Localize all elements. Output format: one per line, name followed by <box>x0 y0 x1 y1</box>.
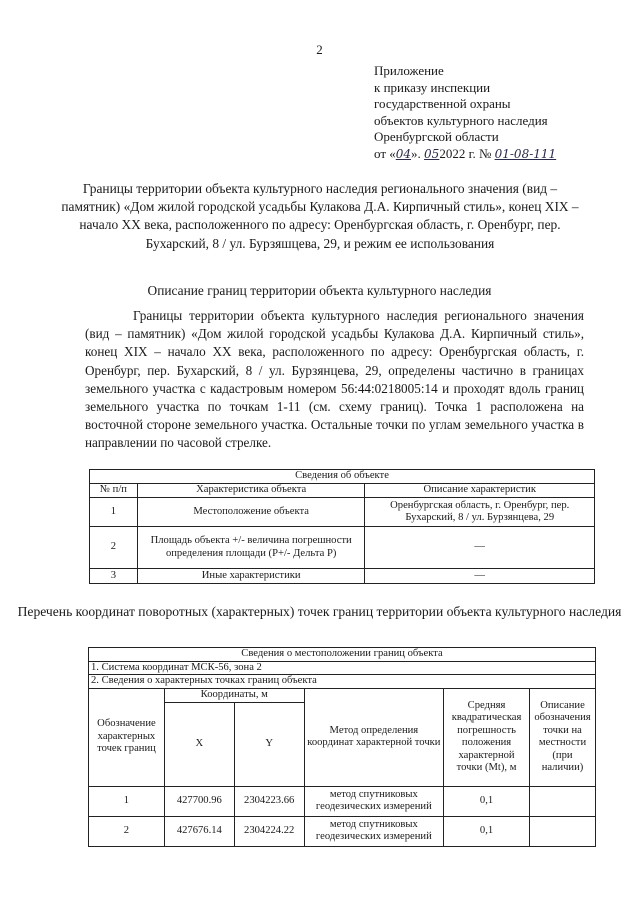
appendix-line: государственной охраны <box>374 96 511 112</box>
coordinates-table <box>88 647 596 847</box>
table-cell: метод спутниковых геодезических измерений <box>304 786 443 816</box>
points-info-header: 2. Сведения о характерных точках границ объекта <box>89 675 596 689</box>
table-cell: 2304224.22 <box>234 816 304 846</box>
document-title: Границы территории объекта культурного наследия регионального значения (вид – памятник) «Дом жилой городской усадьбы Кулакова Д.А. Кирпичный стиль», конец XIX – начало XX века, расположенного по адресу: Оренбургская область, г. Оренбург, пер. Бухарский, 8 / ул. Бурзяшцева, 29, и режим ее использования <box>61 181 579 251</box>
table-cell: Местоположение объекта <box>137 498 365 527</box>
column-header: Координаты, м <box>164 688 304 702</box>
table-cell <box>530 816 596 846</box>
appendix-block <box>374 63 556 163</box>
object-info-table <box>89 469 595 584</box>
table-cell: — <box>365 527 595 569</box>
table-cell: Площадь объекта +/- величина погрешности определения площади (Р+/- Дельта Р) <box>137 527 365 569</box>
order-day: 04 <box>395 146 412 161</box>
table-row <box>90 569 595 584</box>
description-paragraph: Границы территории объекта культурного наследия регионального значения (вид – памятник) «Дом жилой городской усадьбы Кулакова Д.А. Кирпичный стиль», конец XIX – начало XX века, расположенного по адресу: Оренбургская область, г. Оренбург, пер. Бухарский, 8 / ул. Бурзянцева, 29, определены частично в границах земельного участка с кадастровым номером 56:44:0218005:14 и проходят вдоль границ земельного участка по точкам 1-11 (см. схему границ). Точка 1 расположена на восточной стороне земельного участка. Остальные точки по углам земельного участка в направлении по часовой стрелке. <box>85 308 584 451</box>
appendix-line: Оренбургской области <box>374 129 499 145</box>
appendix-line: Приложение <box>374 63 444 78</box>
table-cell: Оренбургская область, г. Оренбург, пер. Бухарский, 8 / ул. Бурзянцева, 29 <box>365 498 595 527</box>
table-cell: 1 <box>90 498 138 527</box>
column-header: Характеристика объекта <box>137 484 365 498</box>
column-header: Обозначение характерных точек границ <box>89 688 165 786</box>
column-header: Y <box>234 702 304 786</box>
table-row <box>89 816 596 846</box>
column-header: Описание характеристик <box>365 484 595 498</box>
table-cell: 0,1 <box>444 816 530 846</box>
table-cell: Иные характеристики <box>137 569 365 584</box>
coordinates-title: Перечень координат поворотных (характерных) точек границ территории объекта культурного наследия <box>17 604 622 619</box>
order-year: 2022 г. № <box>439 145 492 161</box>
table-row <box>90 498 595 527</box>
table-cell: 2 <box>89 816 165 846</box>
appendix-line: объектов культурного наследия <box>374 112 548 128</box>
table-cell: 2304223.66 <box>234 786 304 816</box>
date-prefix: от « <box>374 145 396 161</box>
order-month: 05 <box>424 146 440 161</box>
table-cell: 0,1 <box>444 786 530 816</box>
table-header: Сведения об объекте <box>90 470 595 484</box>
date-mid: ». <box>411 145 421 161</box>
table-cell: 3 <box>90 569 138 584</box>
column-header: № п/п <box>90 484 138 498</box>
table-row <box>89 786 596 816</box>
table-cell: 427700.96 <box>164 786 234 816</box>
table-row <box>90 527 595 569</box>
column-header: X <box>164 702 234 786</box>
table-cell <box>530 786 596 816</box>
column-header: Описание обозначения точки на местности (при наличии) <box>530 688 596 786</box>
column-header: Метод определения координат характерной точки <box>304 688 443 786</box>
order-number: 01-08-111 <box>494 146 557 161</box>
section-subtitle: Описание границ территории объекта культурного наследия <box>147 283 492 298</box>
table-cell: — <box>365 569 595 584</box>
table-cell: 427676.14 <box>164 816 234 846</box>
table-cell: 1 <box>89 786 165 816</box>
table-cell: 2 <box>90 527 138 569</box>
table-cell: метод спутниковых геодезических измерений <box>304 816 443 846</box>
table-header: Сведения о местоположении границ объекта <box>89 648 596 662</box>
column-header: Средняя квадратическая погрешность положения характерной точки (Mt), м <box>444 688 530 786</box>
page-number: 2 <box>316 42 323 57</box>
coordinate-system: 1. Система координат МСК-56, зона 2 <box>89 661 596 675</box>
order-date-line <box>374 146 556 163</box>
appendix-line: к приказу инспекции <box>374 79 491 95</box>
